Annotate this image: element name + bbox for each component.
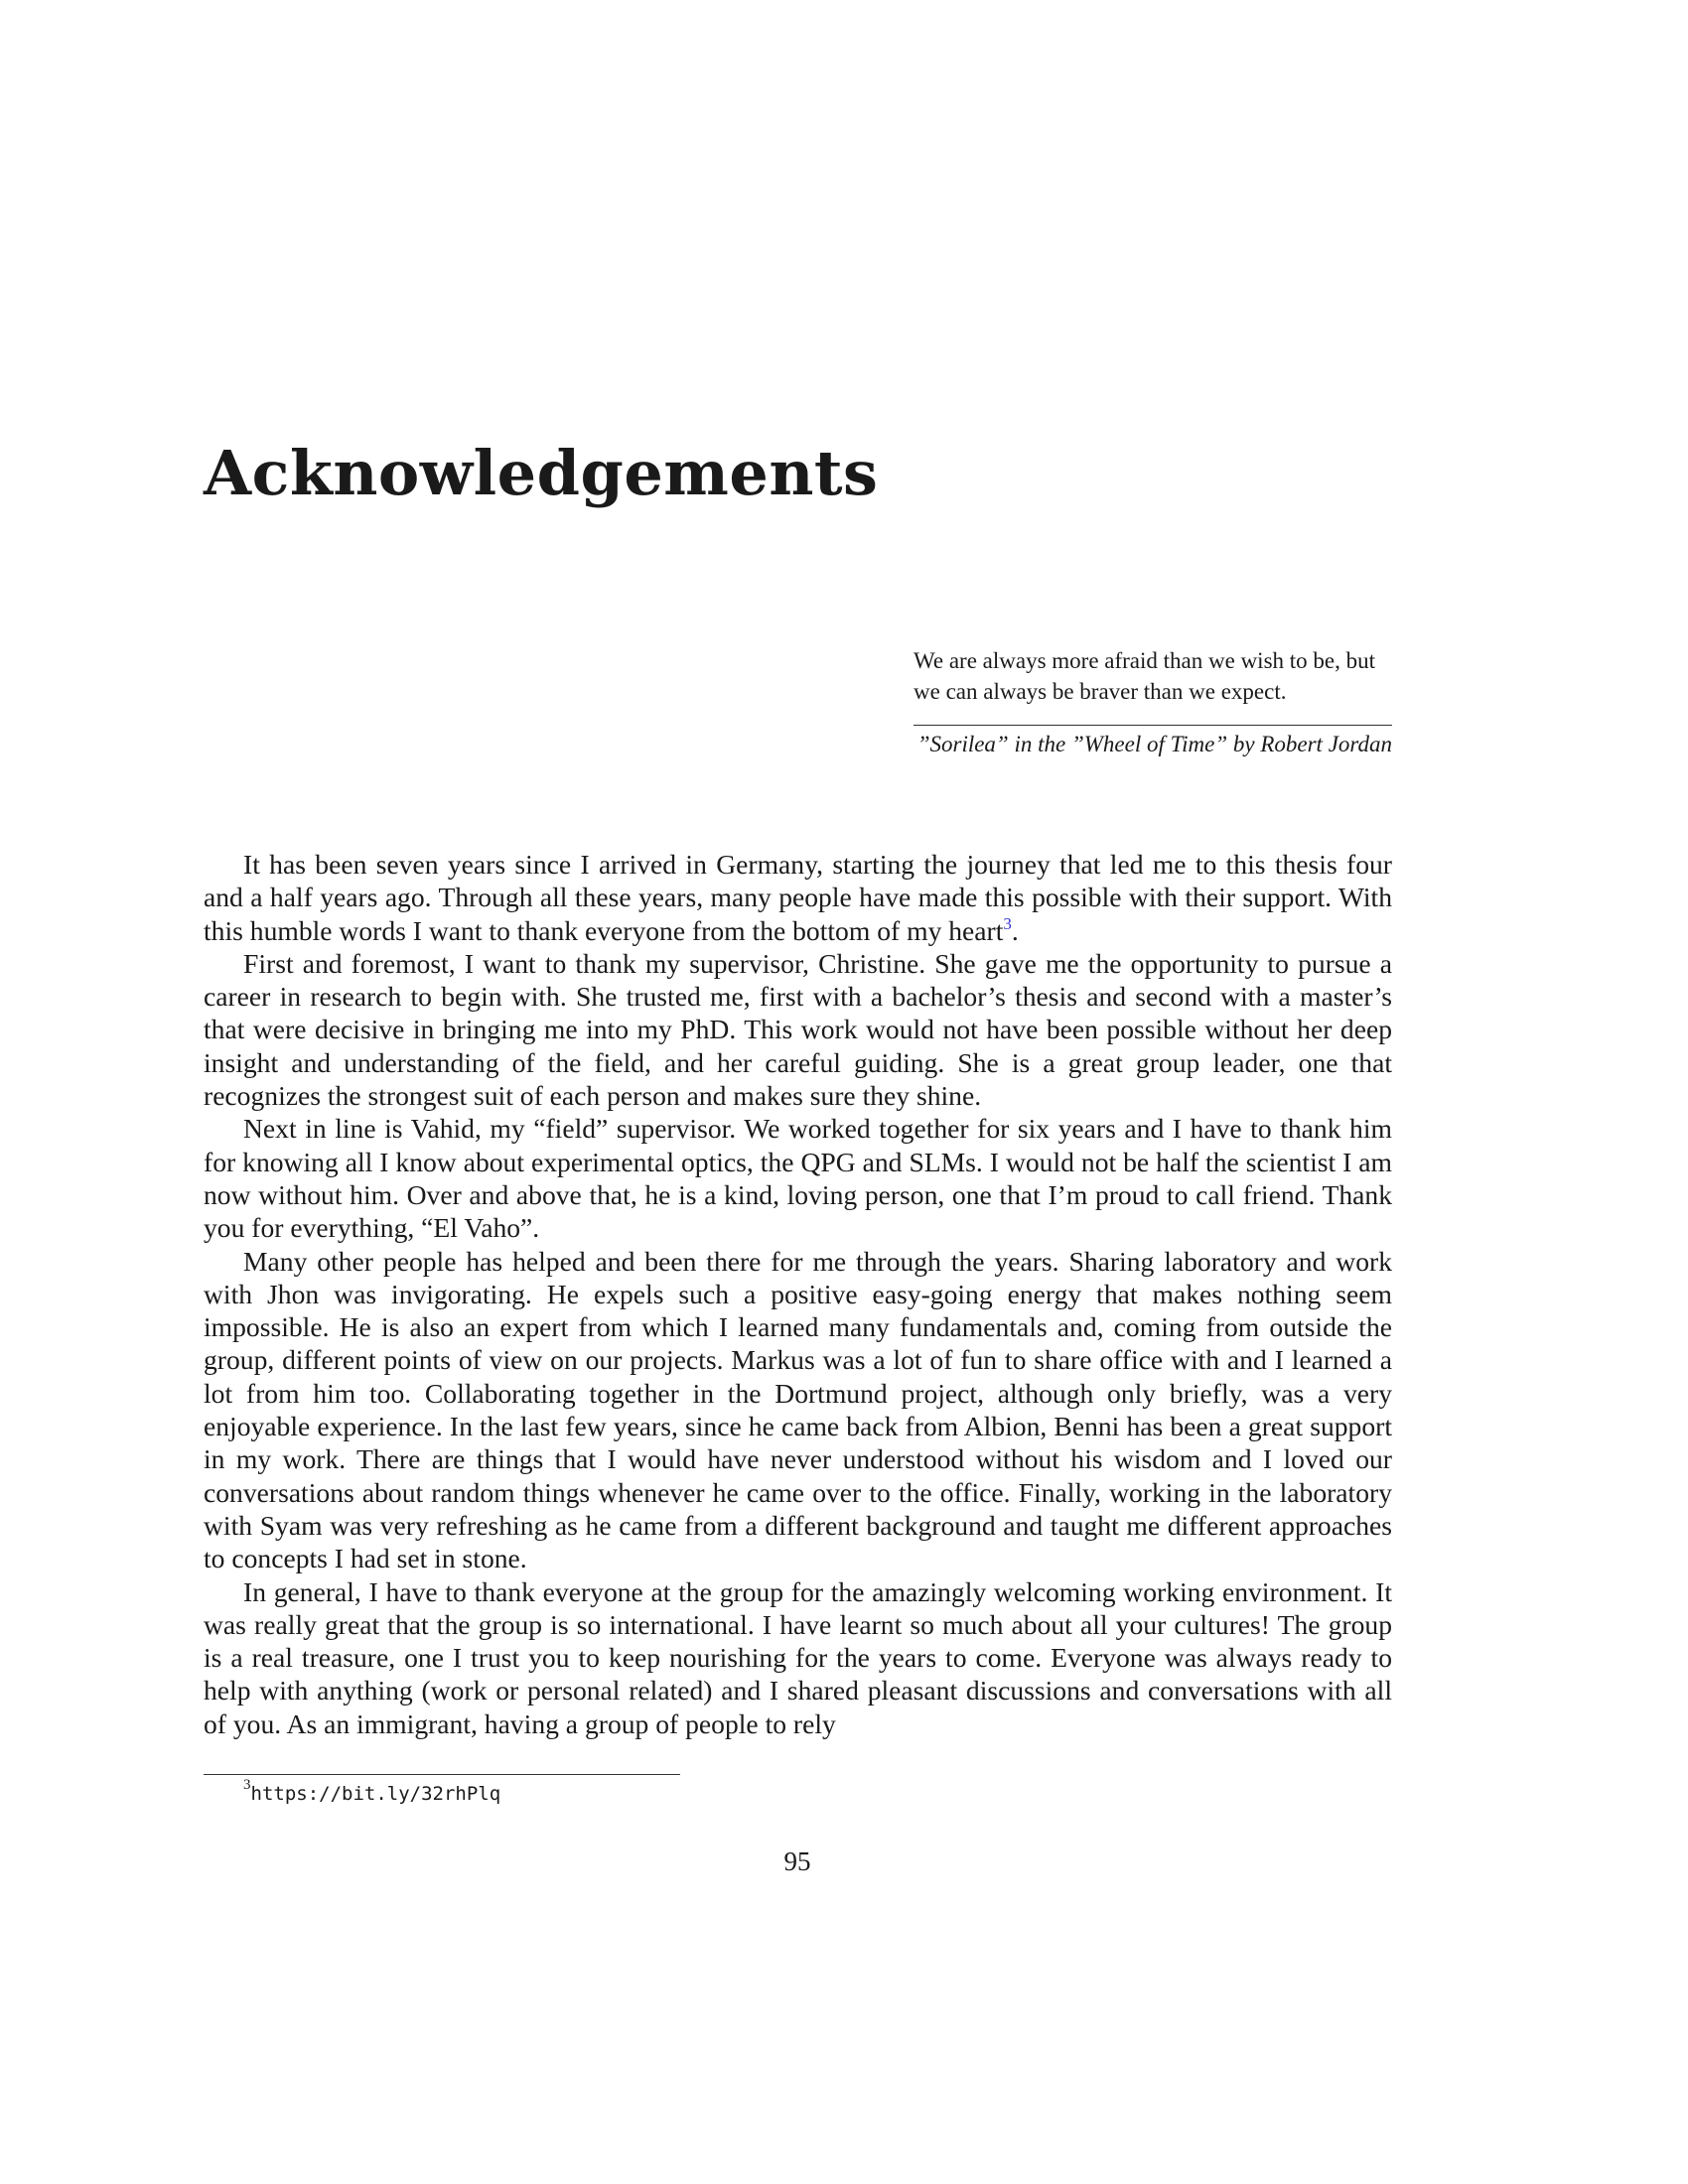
footnote-rule [204,1774,680,1775]
epigraph-source: ”Sorilea” in the ”Wheel of Time” by Robert Jordan [916,732,1392,756]
epigraph-rule [914,725,1392,726]
paragraph-field-supervisor: Next in line is Vahid, my “field” supervisor. We worked together for six years and I have to thank him for knowing all I know about experimental optics, the QPG and SLMs. I would not be half the scientist I am now without him. Over and above that, he is a kind, loving person, one that I’m proud to call friend. Thank you for everything, “El Vaho”. [204,1113,1392,1244]
page-number: 95 [783,1846,811,1876]
paragraph-colleagues: Many other people has helped and been there for me through the years. Sharing laboratory and work with Jhon was invigorating. He expels such a positive easy-going energy that makes nothing seem impossible. He is also an expert from which I learned many fundamentals and, coming from outside the group, different points of view on our projects. Markus was a lot of fun to share office with and I learned a lot from him too. Collaborating together in the Dortmund project, although only briefly, was a very enjoyable experience. In the last few years, since he came back from Albion, Benni has been a great support in my work. There are things that I would have never understood without his wisdom and I loved our conversations about random things whenever he came over to the office. Finally, working in the laboratory with Syam was very refreshing as he came from a different background and taught me different approaches to concepts I had set in stone. [204,1245,1392,1574]
paragraph-group: In general, I have to thank everyone at the group for the amazingly welcoming working environment. It was really great that the group is so international. I have learnt so much about all your cultures! The group is a real treasure, one I trust you to keep nourishing for the years to come. Everyone was always ready to help with anything (work or personal related) and I shared pleasant discussions and conversations with all of you. As an immigrant, having a group of people to rely [204,1575,1392,1739]
chapter-title: Acknowledgements [204,437,879,509]
paragraph-intro-end: . [1011,914,1019,946]
paragraph-intro [204,848,1392,947]
paragraph-supervisor: First and foremost, I want to thank my supervisor, Christine. She gave me the opportunity to pursue a career in research to begin with. She trusted me, first with a bachelor’s thesis and second with a master’s that were decisive in bringing me into my PhD. This work would not have been possible without her deep insight and understanding of the field, and her careful guiding. She is a great group leader, one that recognizes the strongest suit of each person and makes sure they shine. [204,947,1392,1112]
body-text [204,848,1392,1740]
epigraph [914,645,1392,759]
epigraph-quote: We are always more afraid than we wish to be, but we can always be braver than we expect. [914,648,1376,704]
paragraph-intro-text: It has been seven years since I arrived in Germany, starting the journey that led me to this thesis four and a half years ago. Through all these years, many people have made this possible with their support. With this humble words I want to thank everyone from the bottom of my heart [204,849,1392,946]
footnote-number: 3 [243,1777,251,1793]
footnote-reference-link[interactable]: 3 [1003,913,1012,933]
footnote-url[interactable]: https://bit.ly/32rhPlq [250,1783,501,1805]
footnote [243,1777,501,1805]
